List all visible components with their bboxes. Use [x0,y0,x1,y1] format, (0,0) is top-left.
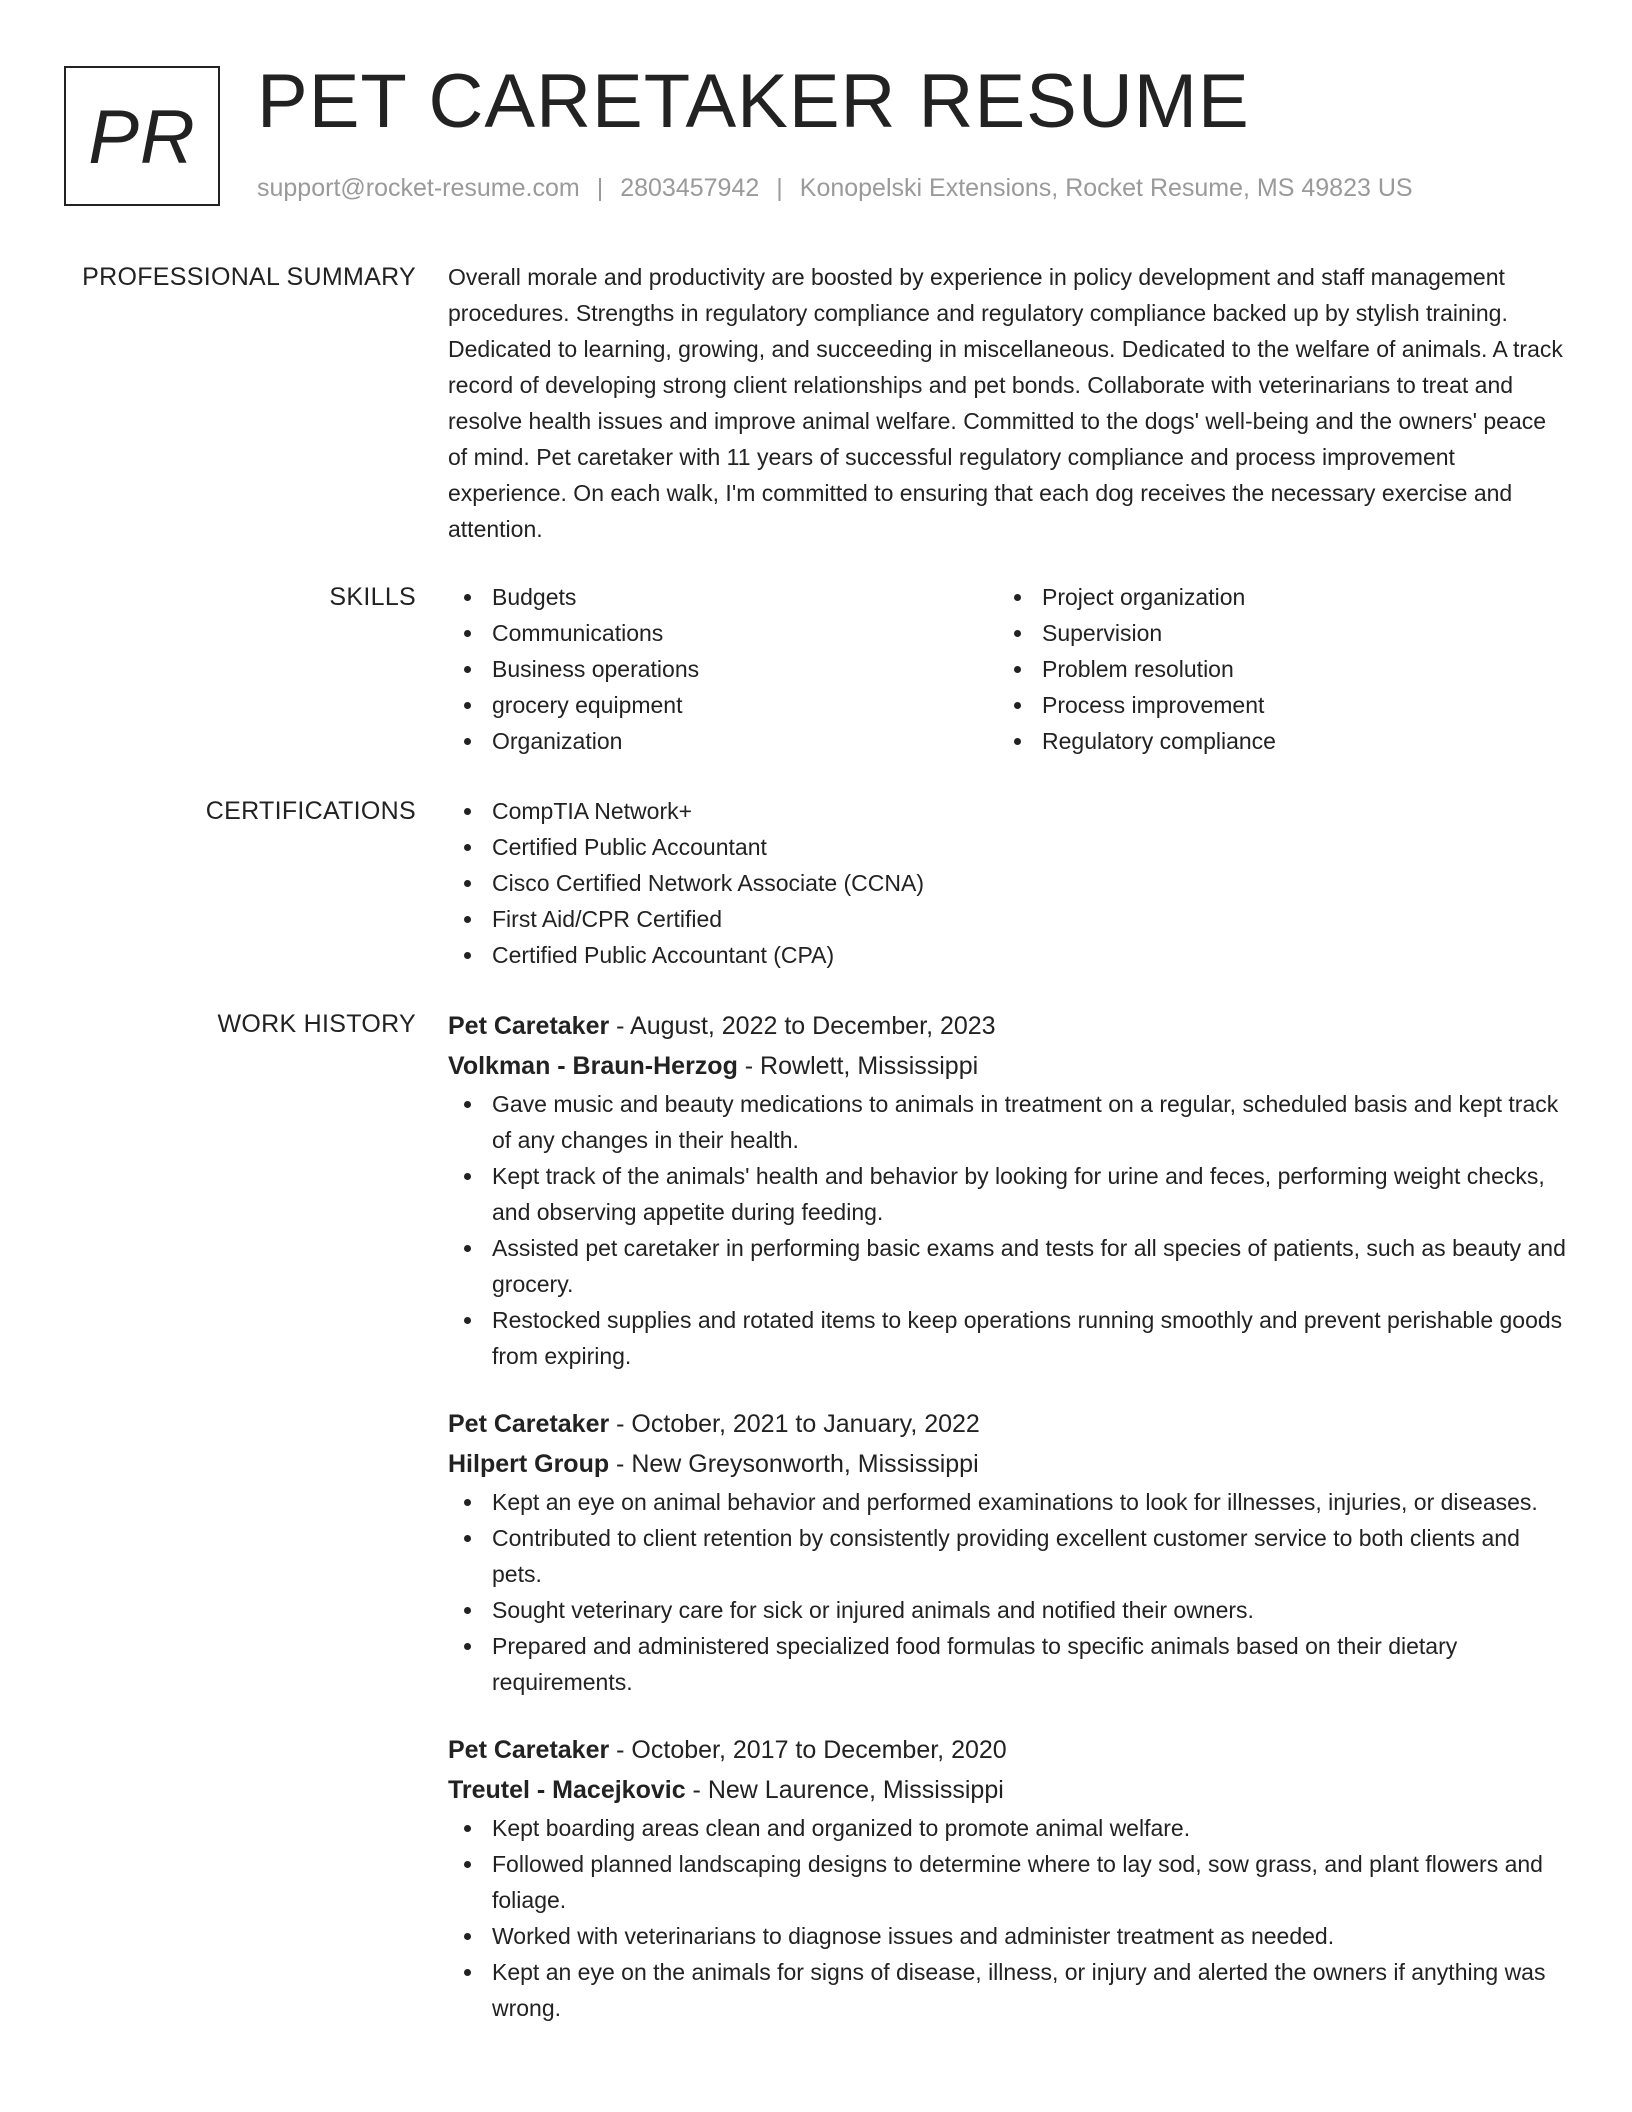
list-item: Certified Public Accountant [448,829,1570,865]
summary-text: Overall morale and productivity are boosted by experience in policy development and staff management procedures. Strengths in regulatory compliance and regulatory compliance backed up by stylish training. Dedicated to learning, growing, and succeeding in miscellaneous. Dedicated to the welfare of animals. A track record of developing strong client relationships and pet bonds. Collaborate with veterinarians to treat and resolve health issues and improve animal welfare. Committed to the dogs' well-being and the owners' peace of mind. Pet caretaker with 11 years of successful regulatory compliance and process improvement experience. On each walk, I'm committed to ensuring that each dog receives the necessary exercise and attention. [448,264,1563,542]
list-item: Kept track of the animals' health and behavior by looking for urine and feces, performing weight checks, and observing appetite during feeding. [448,1158,1570,1230]
list-item: grocery equipment [448,687,998,723]
job-company-line [448,1770,1570,1810]
list-item: Prepared and administered specialized food formulas to specific animals based on their dietary requirements. [448,1628,1570,1700]
contact-line [257,174,1413,203]
list-item: Certified Public Accountant (CPA) [448,937,1570,973]
contact-separator: | [776,174,783,202]
job-location: - New Greysonworth, Mississippi [609,1450,979,1478]
job-title-line [448,1006,1570,1046]
section-label-summary: PROFESSIONAL SUMMARY [82,263,416,291]
list-item: Kept an eye on animal behavior and performed examinations to look for illnesses, injuries, or diseases. [448,1484,1570,1520]
job-title: Pet Caretaker [448,1736,610,1764]
list-item: Communications [448,615,998,651]
list-item: Worked with veterinarians to diagnose issues and administer treatment as needed. [448,1918,1570,1954]
contact-separator: | [596,174,604,202]
list-item: Problem resolution [998,651,1548,687]
list-item: Supervision [998,615,1548,651]
resume-title: PET CARETAKER RESUME [257,59,1250,144]
skills-body [448,579,1570,759]
skills-list-right [998,579,1548,759]
job-title: Pet Caretaker [448,1012,610,1040]
job-location: - Rowlett, Mississippi [737,1052,979,1080]
job-company: Volkman - Braun-Herzog [448,1052,738,1080]
list-item: Process improvement [998,687,1548,723]
section-label-work-history: WORK HISTORY [217,1010,416,1038]
job-company-line [448,1444,1570,1484]
list-item: First Aid/CPR Certified [448,901,1570,937]
job-dates: - October, 2017 to December, 2020 [609,1736,1007,1764]
list-item: Organization [448,723,998,759]
job-entry [448,1006,1570,1374]
job-duties-list [448,1484,1570,1700]
job-dates: - August, 2022 to December, 2023 [609,1012,996,1040]
section-label-certifications: CERTIFICATIONS [205,797,416,825]
certifications-list [448,793,1570,973]
job-title-line [448,1404,1570,1444]
list-item: Restocked supplies and rotated items to keep operations running smoothly and prevent perishable goods from expiring. [448,1302,1570,1374]
job-entry [448,1730,1570,2026]
monogram-initials: PR [88,94,196,180]
list-item: Gave music and beauty medications to animals in treatment on a regular, scheduled basis and kept track of any changes in their health. [448,1086,1570,1158]
job-company: Hilpert Group [448,1450,610,1478]
list-item: Budgets [448,579,998,615]
job-duties-list [448,1086,1570,1374]
job-title-line [448,1730,1570,1770]
job-dates: - October, 2021 to January, 2022 [609,1410,980,1438]
contact-address: Konopelski Extensions, Rocket Resume, MS 49823 US [799,174,1413,202]
list-item: Cisco Certified Network Associate (CCNA) [448,865,1570,901]
list-item: Contributed to client retention by consistently providing excellent customer service to both clients and pets. [448,1520,1570,1592]
work-history-body [448,1006,1570,2026]
list-item: Kept boarding areas clean and organized to promote animal welfare. [448,1810,1570,1846]
job-company-line [448,1046,1570,1086]
monogram-box [64,66,220,206]
skills-list-left [448,579,998,759]
section-label-skills: SKILLS [329,583,416,611]
job-duties-list [448,1810,1570,2026]
list-item: Followed planned landscaping designs to determine where to lay sod, sow grass, and plant flowers and foliage. [448,1846,1570,1918]
contact-email: support@rocket-resume.com [257,174,580,202]
job-title: Pet Caretaker [448,1410,610,1438]
list-item: Business operations [448,651,998,687]
list-item: Project organization [998,579,1548,615]
certifications-body [448,793,1570,973]
list-item: Regulatory compliance [998,723,1548,759]
job-company: Treutel - Macejkovic [448,1776,686,1804]
list-item: Kept an eye on the animals for signs of disease, illness, or injury and alerted the owners if anything was wrong. [448,1954,1570,2026]
job-location: - New Laurence, Mississippi [685,1776,1004,1804]
list-item: Assisted pet caretaker in performing basic exams and tests for all species of patients, such as beauty and grocery. [448,1230,1570,1302]
job-entry [448,1404,1570,1700]
list-item: Sought veterinary care for sick or injured animals and notified their owners. [448,1592,1570,1628]
contact-phone: 2803457942 [620,174,760,202]
list-item: CompTIA Network+ [448,793,1570,829]
